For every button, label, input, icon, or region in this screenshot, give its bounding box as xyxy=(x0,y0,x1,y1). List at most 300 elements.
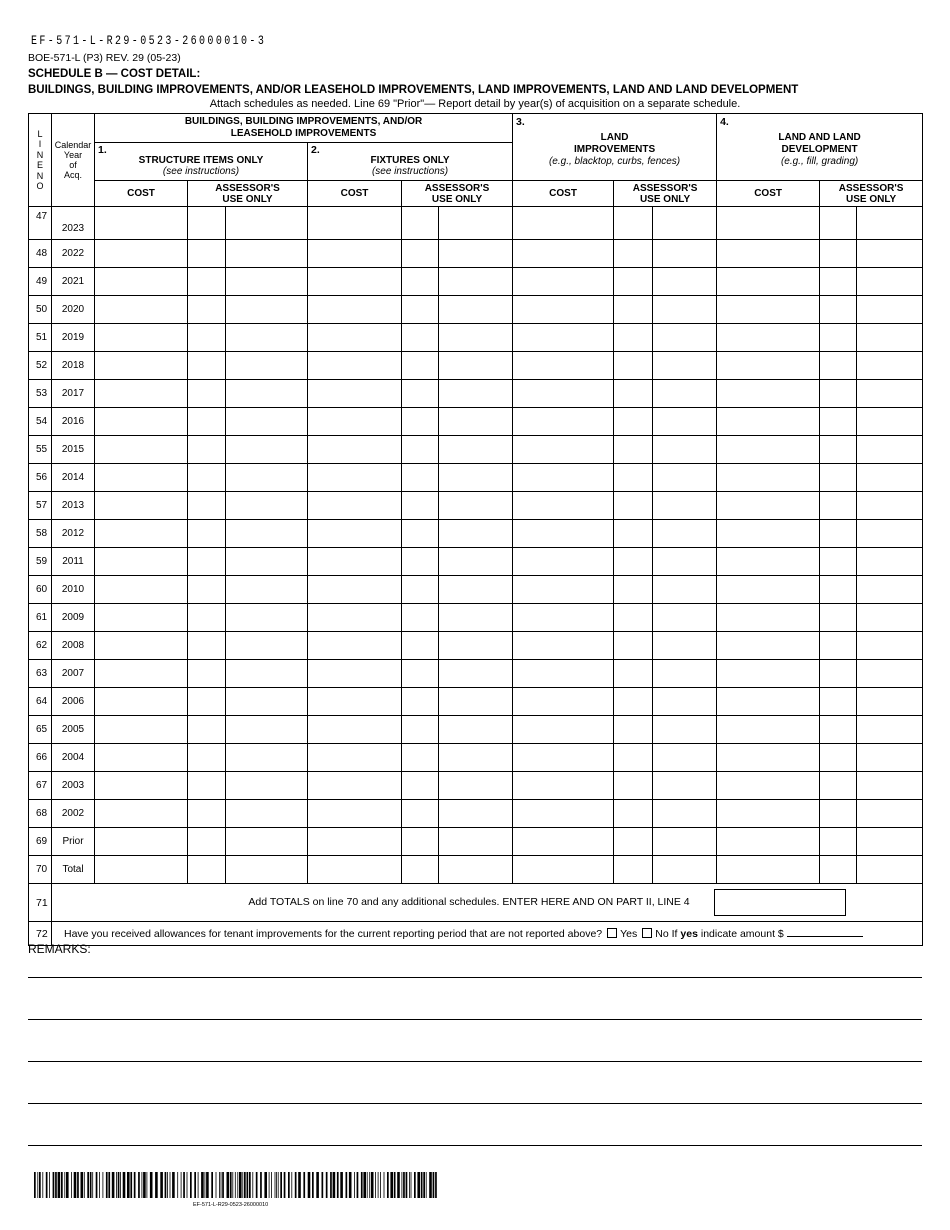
acquisition-year: 2020 xyxy=(52,296,95,324)
structure-cost-cell[interactable] xyxy=(95,436,188,464)
line-number: 54 xyxy=(29,408,52,436)
structure-assessor-cell xyxy=(188,268,226,296)
land-development-cost-cell[interactable] xyxy=(717,604,820,632)
structure-cost-cell[interactable] xyxy=(95,324,188,352)
line-number: 71 xyxy=(29,884,52,922)
land-improvements-cost-cell[interactable] xyxy=(513,296,614,324)
land-development-assessor-cell xyxy=(857,576,923,604)
acquisition-year: 2004 xyxy=(52,744,95,772)
barcode-bar xyxy=(116,1172,117,1198)
land-development-cost-cell[interactable] xyxy=(717,324,820,352)
land-development-cost-cell[interactable] xyxy=(717,548,820,576)
land-improvements-assessor-cell xyxy=(614,660,653,688)
table-row xyxy=(29,296,923,324)
barcode-bar xyxy=(227,1172,230,1198)
structure-assessor-cell xyxy=(226,688,308,716)
land-development-assessor-cell xyxy=(857,660,923,688)
land-development-cost-cell[interactable] xyxy=(717,352,820,380)
barcode-bar xyxy=(61,1172,63,1198)
barcode-bar xyxy=(402,1172,403,1198)
land-improvements-cost-cell[interactable] xyxy=(513,380,614,408)
structure-cost-cell[interactable] xyxy=(95,744,188,772)
fixtures-assessor-cell xyxy=(439,464,513,492)
line-no-header: L I N E N O xyxy=(29,114,52,207)
land-development-assessor-cell xyxy=(820,772,857,800)
structure-assessor-cell xyxy=(188,380,226,408)
land-improvements-cost-cell[interactable] xyxy=(513,464,614,492)
structure-cost-cell[interactable] xyxy=(95,464,188,492)
land-improvements-assessor-cell xyxy=(614,576,653,604)
land-improvements-cost-cell[interactable] xyxy=(513,772,614,800)
land-development-assessor-cell xyxy=(857,207,923,240)
acquisition-year: 2016 xyxy=(52,408,95,436)
barcode-bar xyxy=(58,1172,61,1198)
remarks-label: REMARKS: xyxy=(28,942,91,956)
barcode-bar xyxy=(384,1172,385,1198)
fixtures-assessor-cell xyxy=(439,688,513,716)
land-development-assessor-cell xyxy=(857,772,923,800)
barcode-bar xyxy=(260,1172,262,1198)
remarks-line[interactable] xyxy=(28,1145,922,1146)
structure-cost-cell[interactable] xyxy=(95,688,188,716)
land-development-assessor-cell xyxy=(820,268,857,296)
structure-cost-cell[interactable] xyxy=(95,576,188,604)
land-development-cost-cell[interactable] xyxy=(717,576,820,604)
barcode-bar xyxy=(409,1172,410,1198)
fixtures-assessor-cell xyxy=(439,408,513,436)
structure-assessor-cell xyxy=(188,660,226,688)
fixtures-cost-cell[interactable] xyxy=(308,436,402,464)
structure-cost-cell[interactable] xyxy=(95,716,188,744)
barcode-bar xyxy=(77,1172,79,1198)
line-number: 55 xyxy=(29,436,52,464)
acquisition-year: 2002 xyxy=(52,800,95,828)
fixtures-cost-cell[interactable] xyxy=(308,632,402,660)
fixtures-cost-cell[interactable] xyxy=(308,408,402,436)
land-improvements-cost-cell[interactable] xyxy=(513,240,614,268)
fixtures-cost-cell[interactable] xyxy=(308,828,402,856)
land-improvements-assessor-cell xyxy=(653,828,717,856)
land-development-assessor-cell xyxy=(820,828,857,856)
land-improvements-cost-cell[interactable] xyxy=(513,828,614,856)
fixtures-assessor-cell xyxy=(439,716,513,744)
land-development-cost-cell[interactable] xyxy=(717,744,820,772)
land-improvements-cost-cell[interactable] xyxy=(513,520,614,548)
barcode-bar xyxy=(411,1172,412,1198)
fixtures-cost-cell[interactable] xyxy=(308,380,402,408)
fixtures-cost-cell[interactable] xyxy=(308,520,402,548)
land-development-assessor-cell xyxy=(820,800,857,828)
remarks-line[interactable] xyxy=(28,1103,922,1104)
land-development-cost-cell[interactable] xyxy=(717,207,820,240)
table-row xyxy=(29,576,923,604)
land-improvements-cost-cell[interactable] xyxy=(513,268,614,296)
fixtures-cost-cell[interactable] xyxy=(308,744,402,772)
land-improvements-cost-cell[interactable] xyxy=(513,352,614,380)
land-improvements-assessor-cell xyxy=(614,744,653,772)
attach-note: Attach schedules as needed. Line 69 "Prior"— Report detail by year(s) of acquisition on a separate schedule. xyxy=(209,98,741,110)
structure-assessor-cell xyxy=(226,352,308,380)
land-development-cost-cell[interactable] xyxy=(717,772,820,800)
land-development-header xyxy=(717,114,923,181)
table-row xyxy=(29,520,923,548)
barcode-bar xyxy=(394,1172,396,1198)
line-number: 59 xyxy=(29,548,52,576)
land-improvements-assessor-cell xyxy=(653,380,717,408)
land-development-cost-cell[interactable] xyxy=(717,688,820,716)
fixtures-cost-cell[interactable] xyxy=(308,548,402,576)
structure-cost-cell[interactable] xyxy=(95,380,188,408)
land-improvements-assessor-cell xyxy=(614,604,653,632)
structure-cost-cell[interactable] xyxy=(95,207,188,240)
land-development-cost-cell[interactable] xyxy=(717,296,820,324)
land-improvements-assessor-cell xyxy=(653,856,717,884)
barcode-bar xyxy=(312,1172,314,1198)
fixtures-assessor-cell xyxy=(402,207,439,240)
barcode-bar xyxy=(81,1172,84,1198)
barcode-bar xyxy=(326,1172,328,1198)
structure-assessor-cell xyxy=(188,800,226,828)
fixtures-cost-cell[interactable] xyxy=(308,576,402,604)
land-development-cost-cell[interactable] xyxy=(717,380,820,408)
column-number: 2. xyxy=(311,144,320,156)
fixtures-cost-cell[interactable] xyxy=(308,296,402,324)
barcode-bar xyxy=(369,1172,370,1198)
table-row xyxy=(29,492,923,520)
no-checkbox[interactable] xyxy=(642,928,652,938)
barcode-bar xyxy=(92,1172,93,1198)
structure-cost-cell[interactable] xyxy=(95,856,188,884)
fixtures-assessor-cell xyxy=(439,324,513,352)
table-row xyxy=(29,380,923,408)
fixtures-cost-cell[interactable] xyxy=(308,716,402,744)
barcode-bar xyxy=(90,1172,92,1198)
line-number: 51 xyxy=(29,324,52,352)
land-improvements-assessor-cell xyxy=(653,207,717,240)
fixtures-cost-cell[interactable] xyxy=(308,207,402,240)
barcode-bar xyxy=(165,1172,167,1198)
fixtures-cost-cell[interactable] xyxy=(308,464,402,492)
structure-cost-cell[interactable] xyxy=(95,548,188,576)
fixtures-cost-cell[interactable] xyxy=(308,660,402,688)
land-development-assessor-cell xyxy=(820,688,857,716)
schedule-title: SCHEDULE B — COST DETAIL: xyxy=(28,68,201,80)
land-improvements-assessor-cell xyxy=(614,296,653,324)
structure-cost-cell[interactable] xyxy=(95,660,188,688)
land-development-assessor-cell xyxy=(857,436,923,464)
structure-assessor-cell xyxy=(226,464,308,492)
barcode xyxy=(34,1172,438,1198)
line-number: 56 xyxy=(29,464,52,492)
structure-assessor-cell xyxy=(226,207,308,240)
fixtures-cost-cell[interactable] xyxy=(308,800,402,828)
fixtures-cost-cell[interactable] xyxy=(308,492,402,520)
structure-cost-cell[interactable] xyxy=(95,632,188,660)
cost-header: COST xyxy=(95,181,188,207)
land-development-assessor-cell xyxy=(820,296,857,324)
land-development-assessor-cell xyxy=(857,688,923,716)
land-development-cost-cell[interactable] xyxy=(717,660,820,688)
cost-header: COST xyxy=(308,181,402,207)
land-improvements-cost-cell[interactable] xyxy=(513,207,614,240)
remarks-line[interactable] xyxy=(28,1061,922,1062)
table-row xyxy=(29,828,923,856)
barcode-bar xyxy=(71,1172,72,1198)
land-development-cost-cell[interactable] xyxy=(717,464,820,492)
fixtures-assessor-cell xyxy=(439,240,513,268)
fixtures-assessor-cell xyxy=(402,800,439,828)
land-improvements-cost-cell[interactable] xyxy=(513,688,614,716)
structure-assessor-cell xyxy=(226,632,308,660)
barcode-bar xyxy=(194,1172,196,1198)
land-improvements-assessor-cell xyxy=(614,436,653,464)
land-development-assessor-cell xyxy=(857,268,923,296)
land-development-assessor-cell xyxy=(857,408,923,436)
barcode-bar xyxy=(275,1172,276,1198)
land-development-assessor-cell xyxy=(857,828,923,856)
land-improvements-cost-cell[interactable] xyxy=(513,660,614,688)
land-development-assessor-cell xyxy=(820,436,857,464)
land-development-assessor-cell xyxy=(820,520,857,548)
land-improvements-assessor-cell xyxy=(614,548,653,576)
barcode-bar xyxy=(244,1172,246,1198)
barcode-bar xyxy=(429,1172,432,1198)
land-development-assessor-cell xyxy=(820,207,857,240)
fixtures-assessor-cell xyxy=(439,520,513,548)
remarks-line[interactable] xyxy=(28,1019,922,1020)
land-improvements-cost-cell[interactable] xyxy=(513,324,614,352)
table-row xyxy=(29,207,923,240)
land-improvements-assessor-cell xyxy=(614,800,653,828)
structure-cost-cell[interactable] xyxy=(95,268,188,296)
land-improvements-assessor-cell xyxy=(653,688,717,716)
fixtures-assessor-cell xyxy=(439,604,513,632)
line-72-question: Have you received allowances for tenant improvements for the current reporting period that are not reported above? xyxy=(64,928,603,940)
land-improvements-cost-cell[interactable] xyxy=(513,492,614,520)
structure-cost-cell[interactable] xyxy=(95,352,188,380)
land-improvements-cost-cell[interactable] xyxy=(513,856,614,884)
land-development-cost-cell[interactable] xyxy=(717,632,820,660)
barcode-bar xyxy=(414,1172,416,1198)
land-improvements-assessor-cell xyxy=(614,408,653,436)
land-development-cost-cell[interactable] xyxy=(717,856,820,884)
barcode-bar xyxy=(288,1172,290,1198)
barcode-bar xyxy=(387,1172,389,1198)
barcode-bar xyxy=(390,1172,393,1198)
structure-assessor-cell xyxy=(226,828,308,856)
barcode-bar xyxy=(417,1172,420,1198)
fixtures-cost-cell[interactable] xyxy=(308,324,402,352)
fixtures-assessor-cell xyxy=(402,576,439,604)
acquisition-year: 2008 xyxy=(52,632,95,660)
barcode-bar xyxy=(232,1172,233,1198)
fixtures-assessor-cell xyxy=(402,380,439,408)
fixtures-cost-cell[interactable] xyxy=(308,240,402,268)
land-development-cost-cell[interactable] xyxy=(717,520,820,548)
land-improvements-assessor-cell xyxy=(653,548,717,576)
barcode-bar xyxy=(230,1172,232,1198)
land-development-cost-cell[interactable] xyxy=(717,436,820,464)
land-development-assessor-cell xyxy=(820,548,857,576)
year-header: Calendar Year of Acq. xyxy=(52,114,95,207)
structure-cost-cell[interactable] xyxy=(95,408,188,436)
fixtures-cost-cell[interactable] xyxy=(308,772,402,800)
fixtures-assessor-cell xyxy=(439,296,513,324)
land-development-assessor-cell xyxy=(857,604,923,632)
table-row xyxy=(29,856,923,884)
land-improvements-assessor-cell xyxy=(653,352,717,380)
yes-bold-label: yes xyxy=(680,928,698,940)
land-development-assessor-cell xyxy=(820,492,857,520)
structure-items-header xyxy=(95,143,308,181)
structure-assessor-cell xyxy=(226,604,308,632)
schedule-subtitle: BUILDINGS, BUILDING IMPROVEMENTS, AND/OR LEASEHOLD IMPROVEMENTS, LAND IMPROVEMENTS, LAND AND LAND DEVELOPMENT xyxy=(28,84,799,96)
column-title: LAND AND LAND DEVELOPMENT xyxy=(778,132,861,155)
acquisition-year: 2005 xyxy=(52,716,95,744)
land-development-cost-cell[interactable] xyxy=(717,408,820,436)
structure-cost-cell[interactable] xyxy=(95,772,188,800)
barcode-bar xyxy=(160,1172,163,1198)
table-row xyxy=(29,716,923,744)
structure-assessor-cell xyxy=(226,744,308,772)
land-improvements-assessor-cell xyxy=(653,660,717,688)
acquisition-year: Total xyxy=(52,856,95,884)
fixtures-assessor-cell xyxy=(402,744,439,772)
structure-cost-cell[interactable] xyxy=(95,828,188,856)
structure-cost-cell[interactable] xyxy=(95,296,188,324)
barcode-bar xyxy=(118,1172,120,1198)
barcode-bar xyxy=(237,1172,238,1198)
acquisition-year: 2011 xyxy=(52,548,95,576)
structure-assessor-cell xyxy=(188,632,226,660)
land-improvements-assessor-cell xyxy=(614,207,653,240)
table-row xyxy=(29,408,923,436)
barcode-bar xyxy=(87,1172,89,1198)
land-improvements-assessor-cell xyxy=(653,464,717,492)
structure-assessor-cell xyxy=(188,492,226,520)
land-improvements-cost-cell[interactable] xyxy=(513,800,614,828)
fixtures-assessor-cell xyxy=(439,856,513,884)
land-improvements-cost-cell[interactable] xyxy=(513,632,614,660)
fixtures-cost-cell[interactable] xyxy=(308,604,402,632)
barcode-bar xyxy=(397,1172,400,1198)
land-improvements-cost-cell[interactable] xyxy=(513,548,614,576)
structure-assessor-cell xyxy=(188,240,226,268)
barcode-bar xyxy=(167,1172,168,1198)
land-improvements-cost-cell[interactable] xyxy=(513,744,614,772)
barcode-bar xyxy=(39,1172,41,1198)
structure-assessor-cell xyxy=(188,408,226,436)
table-row xyxy=(29,660,923,688)
acquisition-year: 2003 xyxy=(52,772,95,800)
assessor-use-header: ASSESSOR'S USE ONLY xyxy=(614,181,717,207)
structure-cost-cell[interactable] xyxy=(95,800,188,828)
land-development-cost-cell[interactable] xyxy=(717,716,820,744)
land-improvements-assessor-cell xyxy=(614,856,653,884)
structure-assessor-cell xyxy=(226,576,308,604)
fixtures-cost-cell[interactable] xyxy=(308,688,402,716)
barcode-text: EF-571-L-R29-0523-26000010 xyxy=(193,1202,269,1208)
land-improvements-cost-cell[interactable] xyxy=(513,604,614,632)
fixtures-cost-cell[interactable] xyxy=(308,352,402,380)
column-subtitle: (see instructions) xyxy=(162,165,240,177)
structure-cost-cell[interactable] xyxy=(95,520,188,548)
yes-label: Yes xyxy=(620,928,638,940)
form-id: EF-571-L-R29-0523-26000010-3 xyxy=(31,35,267,49)
structure-assessor-cell xyxy=(188,828,226,856)
structure-cost-cell[interactable] xyxy=(95,492,188,520)
barcode-bar xyxy=(249,1172,251,1198)
allowance-amount-input[interactable] xyxy=(787,927,863,937)
fixtures-assessor-cell xyxy=(402,240,439,268)
structure-cost-cell[interactable] xyxy=(95,240,188,268)
barcode-bar xyxy=(380,1172,381,1198)
fixtures-assessor-cell xyxy=(402,492,439,520)
barcode-bar xyxy=(406,1172,408,1198)
barcode-bar xyxy=(354,1172,355,1198)
land-improvements-assessor-cell xyxy=(614,352,653,380)
barcode-bar xyxy=(84,1172,85,1198)
land-improvements-assessor-cell xyxy=(653,408,717,436)
fixtures-cost-cell[interactable] xyxy=(308,856,402,884)
structure-assessor-cell xyxy=(226,716,308,744)
barcode-bar xyxy=(206,1172,209,1198)
table-row xyxy=(29,464,923,492)
structure-assessor-cell xyxy=(226,296,308,324)
land-improvements-cost-cell[interactable] xyxy=(513,436,614,464)
grand-total-input[interactable] xyxy=(714,889,846,916)
barcode-bar xyxy=(183,1172,185,1198)
land-improvements-assessor-cell xyxy=(653,296,717,324)
barcode-bar xyxy=(303,1172,305,1198)
barcode-bar xyxy=(201,1172,204,1198)
fixtures-assessor-cell xyxy=(439,380,513,408)
remarks-line[interactable] xyxy=(28,977,922,978)
land-improvements-assessor-cell xyxy=(614,828,653,856)
structure-assessor-cell xyxy=(226,660,308,688)
fixtures-assessor-cell xyxy=(439,268,513,296)
table-row xyxy=(29,352,923,380)
land-improvements-cost-cell[interactable] xyxy=(513,576,614,604)
barcode-bar xyxy=(403,1172,405,1198)
line-72-cell xyxy=(52,922,923,946)
land-development-cost-cell[interactable] xyxy=(717,268,820,296)
fixtures-assessor-cell xyxy=(402,408,439,436)
land-improvements-cost-cell[interactable] xyxy=(513,716,614,744)
fixtures-assessor-cell xyxy=(402,828,439,856)
land-improvements-assessor-cell xyxy=(653,604,717,632)
barcode-bar xyxy=(280,1172,282,1198)
land-development-cost-cell[interactable] xyxy=(717,828,820,856)
acquisition-year: 2010 xyxy=(52,576,95,604)
land-improvements-cost-cell[interactable] xyxy=(513,408,614,436)
structure-assessor-cell xyxy=(226,436,308,464)
assessor-use-header: ASSESSOR'S USE ONLY xyxy=(402,181,513,207)
table-row xyxy=(29,548,923,576)
form-revision: BOE-571-L (P3) REV. 29 (05-23) xyxy=(28,52,181,64)
land-development-assessor-cell xyxy=(820,576,857,604)
barcode-bar xyxy=(375,1172,376,1198)
structure-assessor-cell xyxy=(226,492,308,520)
land-development-cost-cell[interactable] xyxy=(717,492,820,520)
column-subtitle: (e.g., blacktop, curbs, fences) xyxy=(548,156,681,167)
land-development-cost-cell[interactable] xyxy=(717,240,820,268)
structure-cost-cell[interactable] xyxy=(95,604,188,632)
barcode-bar xyxy=(284,1172,286,1198)
fixtures-cost-cell[interactable] xyxy=(308,268,402,296)
yes-checkbox[interactable] xyxy=(607,928,617,938)
land-development-cost-cell[interactable] xyxy=(717,800,820,828)
